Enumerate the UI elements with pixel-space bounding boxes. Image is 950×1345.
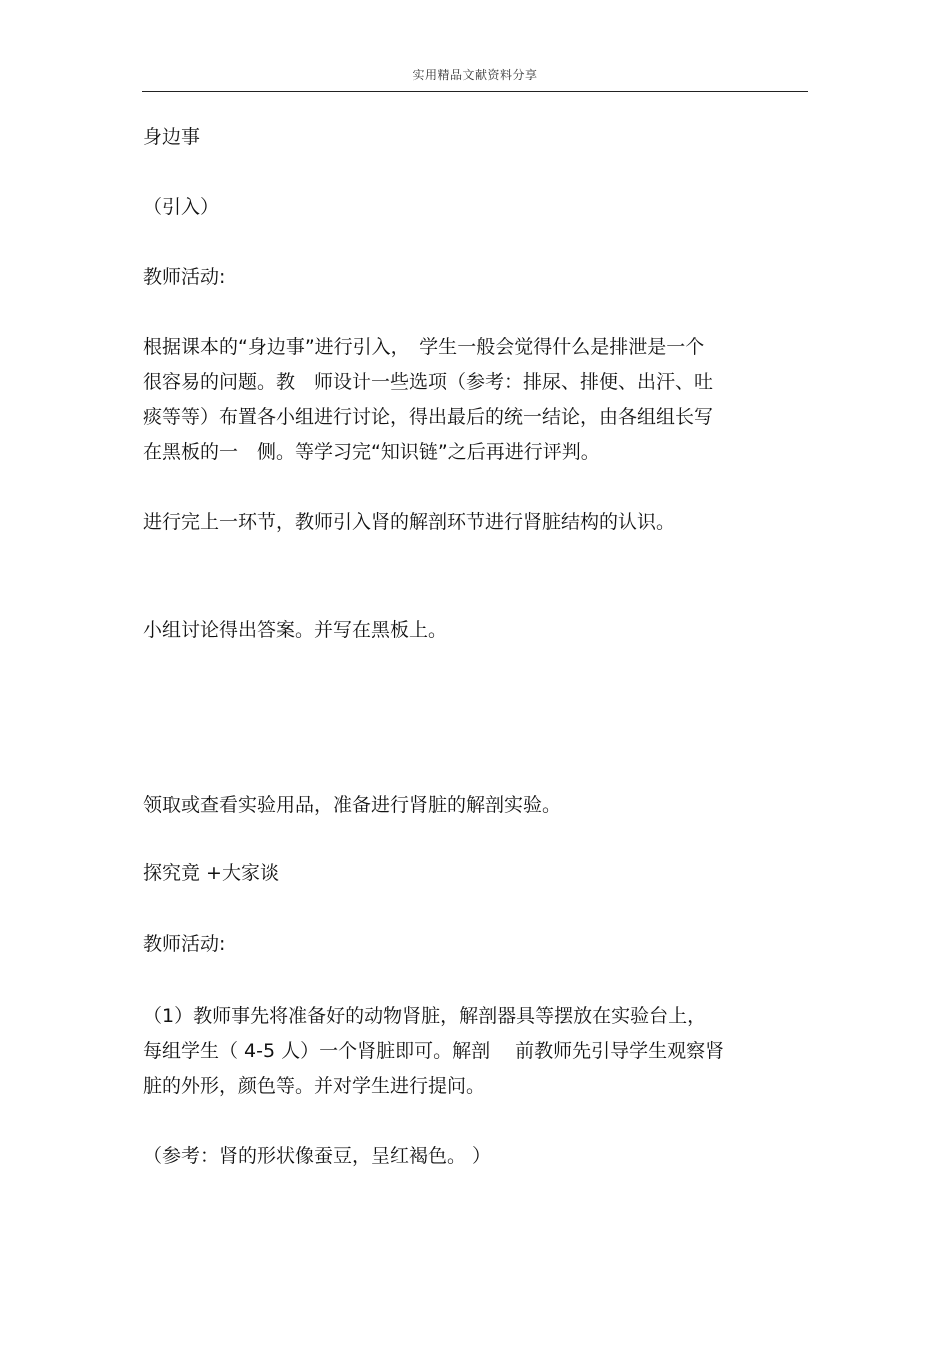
section-title-shenbianshi: 身边事 <box>143 126 201 148</box>
paragraph-line: 很容易的问题。教 师设计一些选项（参考：排尿、排便、出汗、吐 <box>143 371 714 393</box>
paragraph-line: 痰等等）布置各小组进行讨论，得出最后的统一结论，由各组组长写 <box>143 406 714 428</box>
paragraph-line: （1）教师事先将准备好的动物肾脏，解剖器具等摆放在实验台上， <box>143 1005 707 1027</box>
paragraph-line: 进行完上一环节，教师引入肾的解剖环节进行肾脏结构的认识。 <box>143 511 676 533</box>
paragraph-line: 领取或查看实验用品，准备进行肾脏的解剖实验。 <box>143 794 562 816</box>
section-label-intro: （引入） <box>143 196 220 218</box>
teacher-activity-label: 教师活动: <box>143 266 226 288</box>
paragraph-line: 小组讨论得出答案。并写在黑板上。 <box>143 619 448 641</box>
paragraph-line: 根据课本的“身边事”进行引入， 学生一般会觉得什么是排泄是一个 <box>143 336 705 358</box>
teacher-activity-label: 教师活动: <box>143 933 226 955</box>
paragraph-line: 每组学生（ 4-5 人）一个肾脏即可。解剖 前教师先引导学生观察肾 <box>143 1040 725 1062</box>
header-divider <box>142 91 808 92</box>
paragraph-line: 在黑板的一 侧。等学习完“知识链”之后再进行评判。 <box>143 441 600 463</box>
paragraph-line: （参考：肾的形状像蚕豆，呈红褐色。 ） <box>143 1145 492 1167</box>
page-header: 实用精品文献资料分享 <box>412 68 538 82</box>
paragraph-line: 脏的外形，颜色等。并对学生进行提问。 <box>143 1075 486 1097</box>
section-title-explore: 探究竟 +大家谈 <box>143 862 279 884</box>
